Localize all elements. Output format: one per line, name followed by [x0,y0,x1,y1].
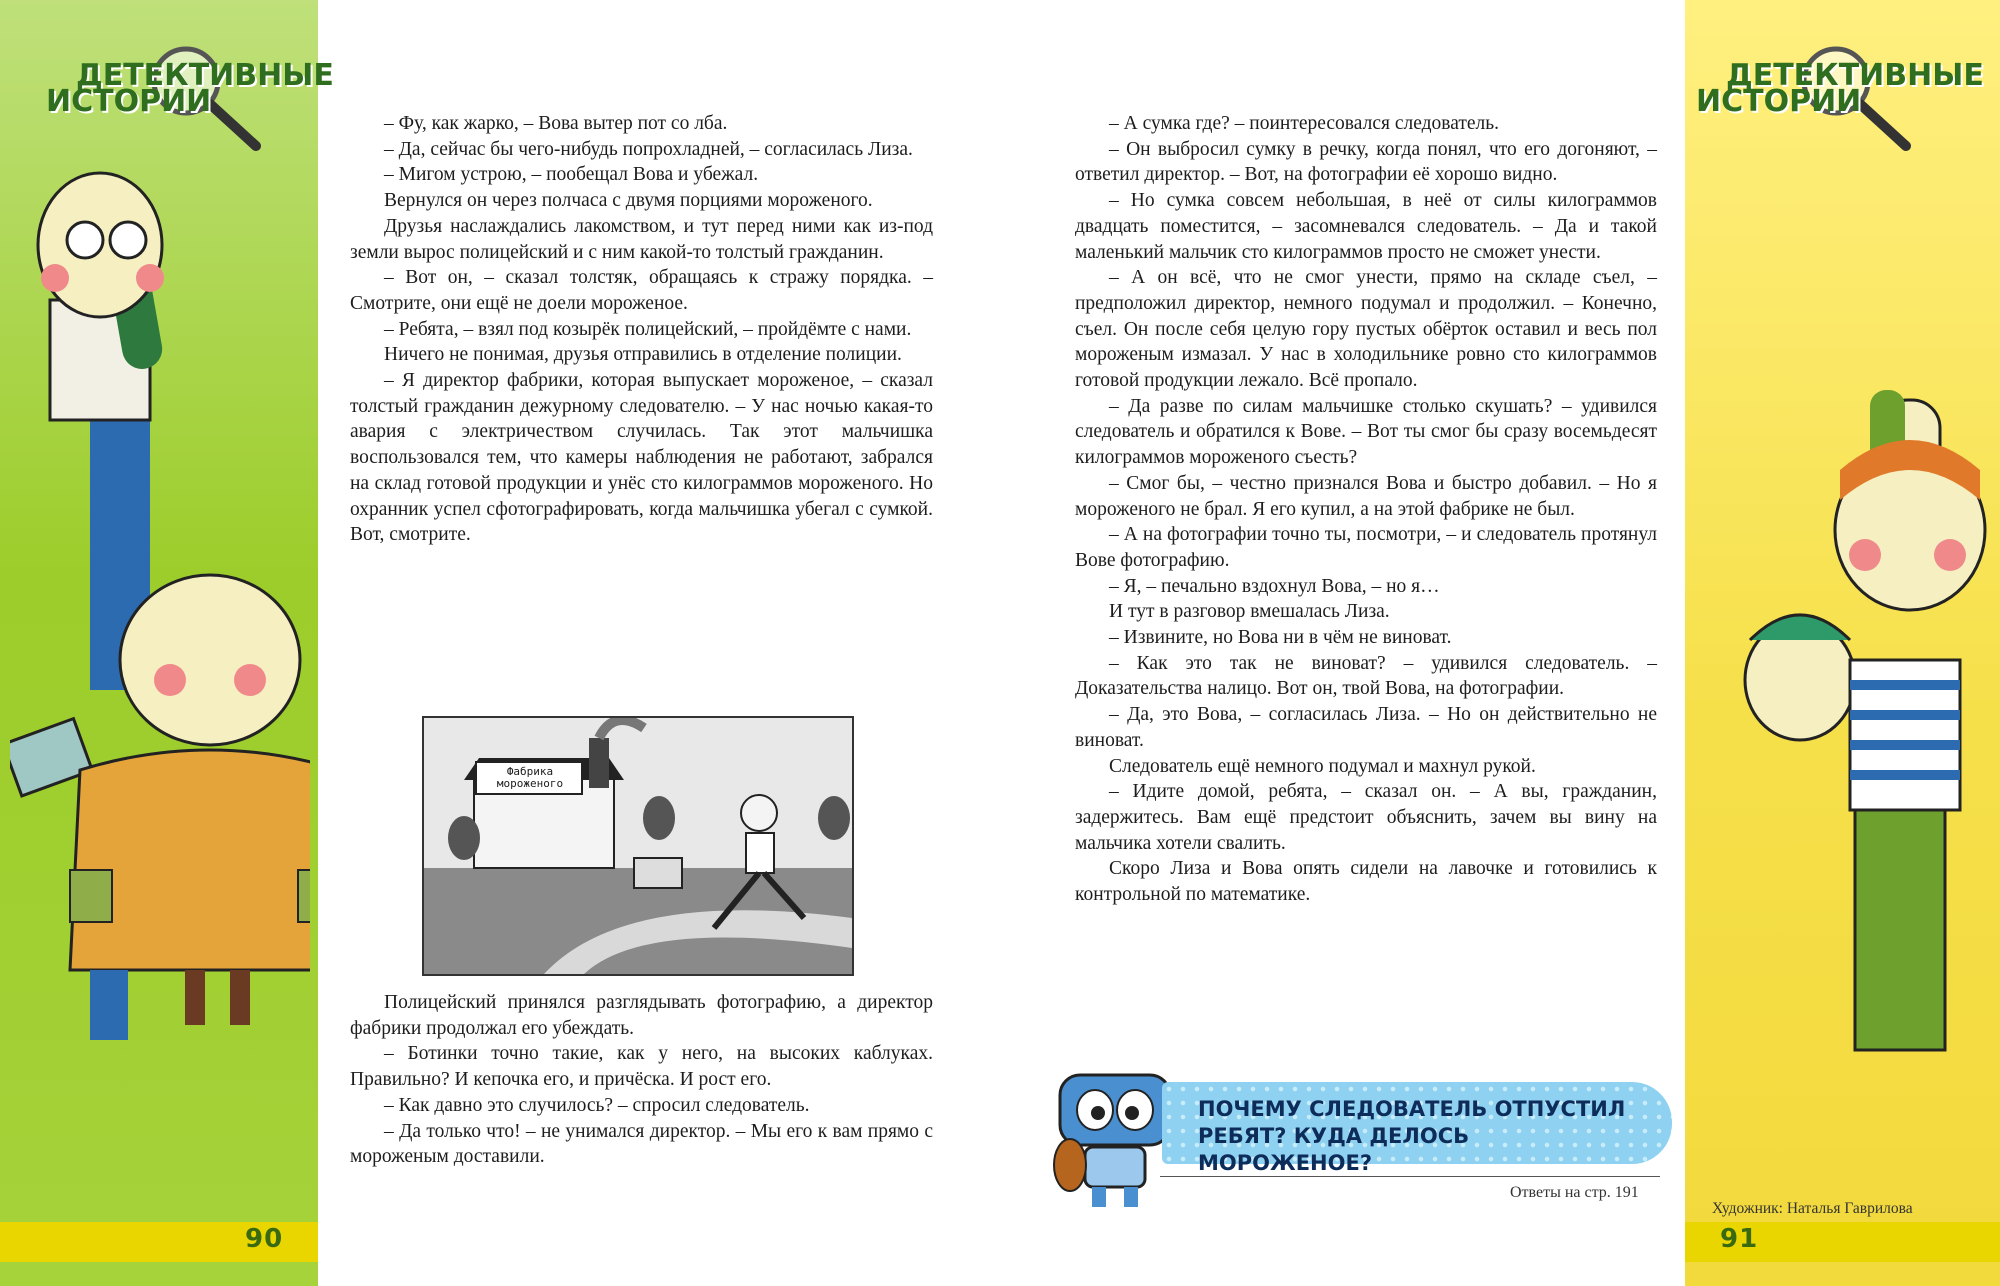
evidence-photo [422,716,854,976]
paragraph: – А сумка где? – поинтересовался следователь. [1109,113,1500,134]
paragraph: – Ботинки точно такие, как у него, на высоких каблуках. Правильно? И кепочка его, и причёска. И рост его. [350,1043,933,1091]
paragraph: Полицейский принялся разглядывать фотографию, а директор фабрики продолжал его убеждать. [350,992,933,1039]
paragraph: Скоро Лиза и Вова опять сидели на лавочке и готовились к контрольной по математике. [1075,858,1657,906]
paragraph: – Но сумка совсем небольшая, в неё от силы килограммов двадцать поместится, – засомневался следователь. – Да и такой маленький мальчик сто килограммов просто не сможет унести. [1075,190,1657,263]
paragraph: – А на фотографии точно ты, посмотри, – и следователь протянул Вове фотографию. [1075,524,1657,571]
logo-line2: ИСТОРИИ [46,84,212,119]
paragraph: – Вот он, – сказал толстяк, обращаясь к стражу порядка. – Смотрите, они ещё не доели мороженое. [350,267,933,314]
paragraph: – Мигом устрою, – пообещал Вова и убежал. [384,164,759,186]
paragraph: Друзья наслаждались лакомством, и тут перед ними как из-под земли вырос полицейский и с ним какой-то толстый гражданин. [350,215,933,263]
divider [1160,1176,1660,1177]
paragraph: – Смог бы, – честно признался Вова и быстро добавил. – Но я мороженого не брал. Я его купил, а на этой фабрике не был. [1075,472,1657,520]
paragraph: – Да разве по силам мальчишке столько скушать? – удивился следователь и обратился к Вове. – Вот ты смог бы сразу восемьдесят килограммов мороженого съесть? [1075,395,1657,469]
artist-credit: Художник: Наталья Гаврилова [1712,1200,1913,1217]
paragraph: – Как это так не виноват? – удивился следователь. – Доказательства налицо. Вот он, твой Вова, на фотографии. [1075,652,1657,700]
paragraph: – Я, – печально вздохнул Вова, – но я… [1109,575,1440,597]
paragraph: – А он всё, что не смог унести, прямо на складе съел, – предположил директор, немного подумал и продолжил. – Конечно, съел. Он после себя целую гору пустых обёрток оставил и весь пол мороженым измазал. У нас в холодильнике ровно сто килограммов готовой продукции лежало. Всё пропало. [1075,267,1657,392]
paragraph: – Да, сейчас бы чего-нибудь попрохладней, – согласилась Лиза. [384,138,913,160]
paragraph: – Идите домой, ребята, – сказал он. – А вы, гражданин, задержитесь. Вам ещё предстоит объяснить, зачем вы вину на мальчика хотели свалить. [1075,781,1657,854]
page-number-right: 91 [1720,1224,1759,1254]
characters-illustration-left [10,170,310,1070]
paragraph: – Извините, но Вова ни в чём не виноват. [1109,627,1452,649]
paragraph: – Я директор фабрики, которая выпускает мороженое, – сказал толстый гражданин дежурному следователю. – У нас ночью какая-то авария с электричеством случилась. Так этот мальчишка воспользовался тем, что камеры наблюдения не работают, забрался на склад готовой продукции и унёс сто килограммов мороженого. Но охранник успел сфотографировать, когда мальчишка убегал с сумкой. Вот, смотрите. [350,370,933,546]
paragraph: Ничего не понимая, друзья отправились в отделение полиции. [384,344,902,366]
paragraph: – Ребята, – взял под козырёк полицейский, – пройдёмте с нами. [384,318,912,340]
page-number-left: 90 [245,1224,284,1254]
characters-illustration-right [1680,360,2000,1100]
paragraph: – Да только что! – не унимался директор. – Мы его к вам прямо с мороженым доставили. [350,1120,933,1168]
paragraph: Следователь ещё немного подумал и махнул рукой. [1109,755,1536,777]
paragraph: И тут в разговор вмешалась Лиза. [1109,601,1390,623]
factory-sign: Фабрика мороженого [496,765,564,790]
answers-reference: Ответы на стр. 191 [1510,1184,1639,1201]
paragraph: – Он выбросил сумку в речку, когда понял, что его догоняют, – ответил директор. – Вот, на фотографии её хорошо видно. [1075,138,1657,186]
logo-line2: ИСТОРИИ [1696,84,1862,119]
paragraph: – Как давно это случилось? – спросил следователь. [384,1094,810,1116]
logo-line1: ДЕТЕКТИВНЫЕ [76,58,334,93]
right-text [1075,111,1657,908]
left-text-top [350,111,933,548]
paragraph: Вернулся он через полчаса с двумя порциями мороженого. [384,190,873,212]
logo-line1: ДЕТЕКТИВНЫЕ [1726,58,1984,93]
paragraph: – Фу, как жарко, – Вова вытер пот со лба. [384,113,728,134]
left-text-bottom [350,990,933,1170]
paragraph: – Да, это Вова, – согласилась Лиза. – Но он действительно не виноват. [1075,704,1657,751]
question-text: ПОЧЕМУ СЛЕДОВАТЕЛЬ ОТПУСТИЛ РЕБЯТ? КУДА ДЕЛОСЬ МОРОЖЕНОЕ? [1198,1097,1626,1175]
